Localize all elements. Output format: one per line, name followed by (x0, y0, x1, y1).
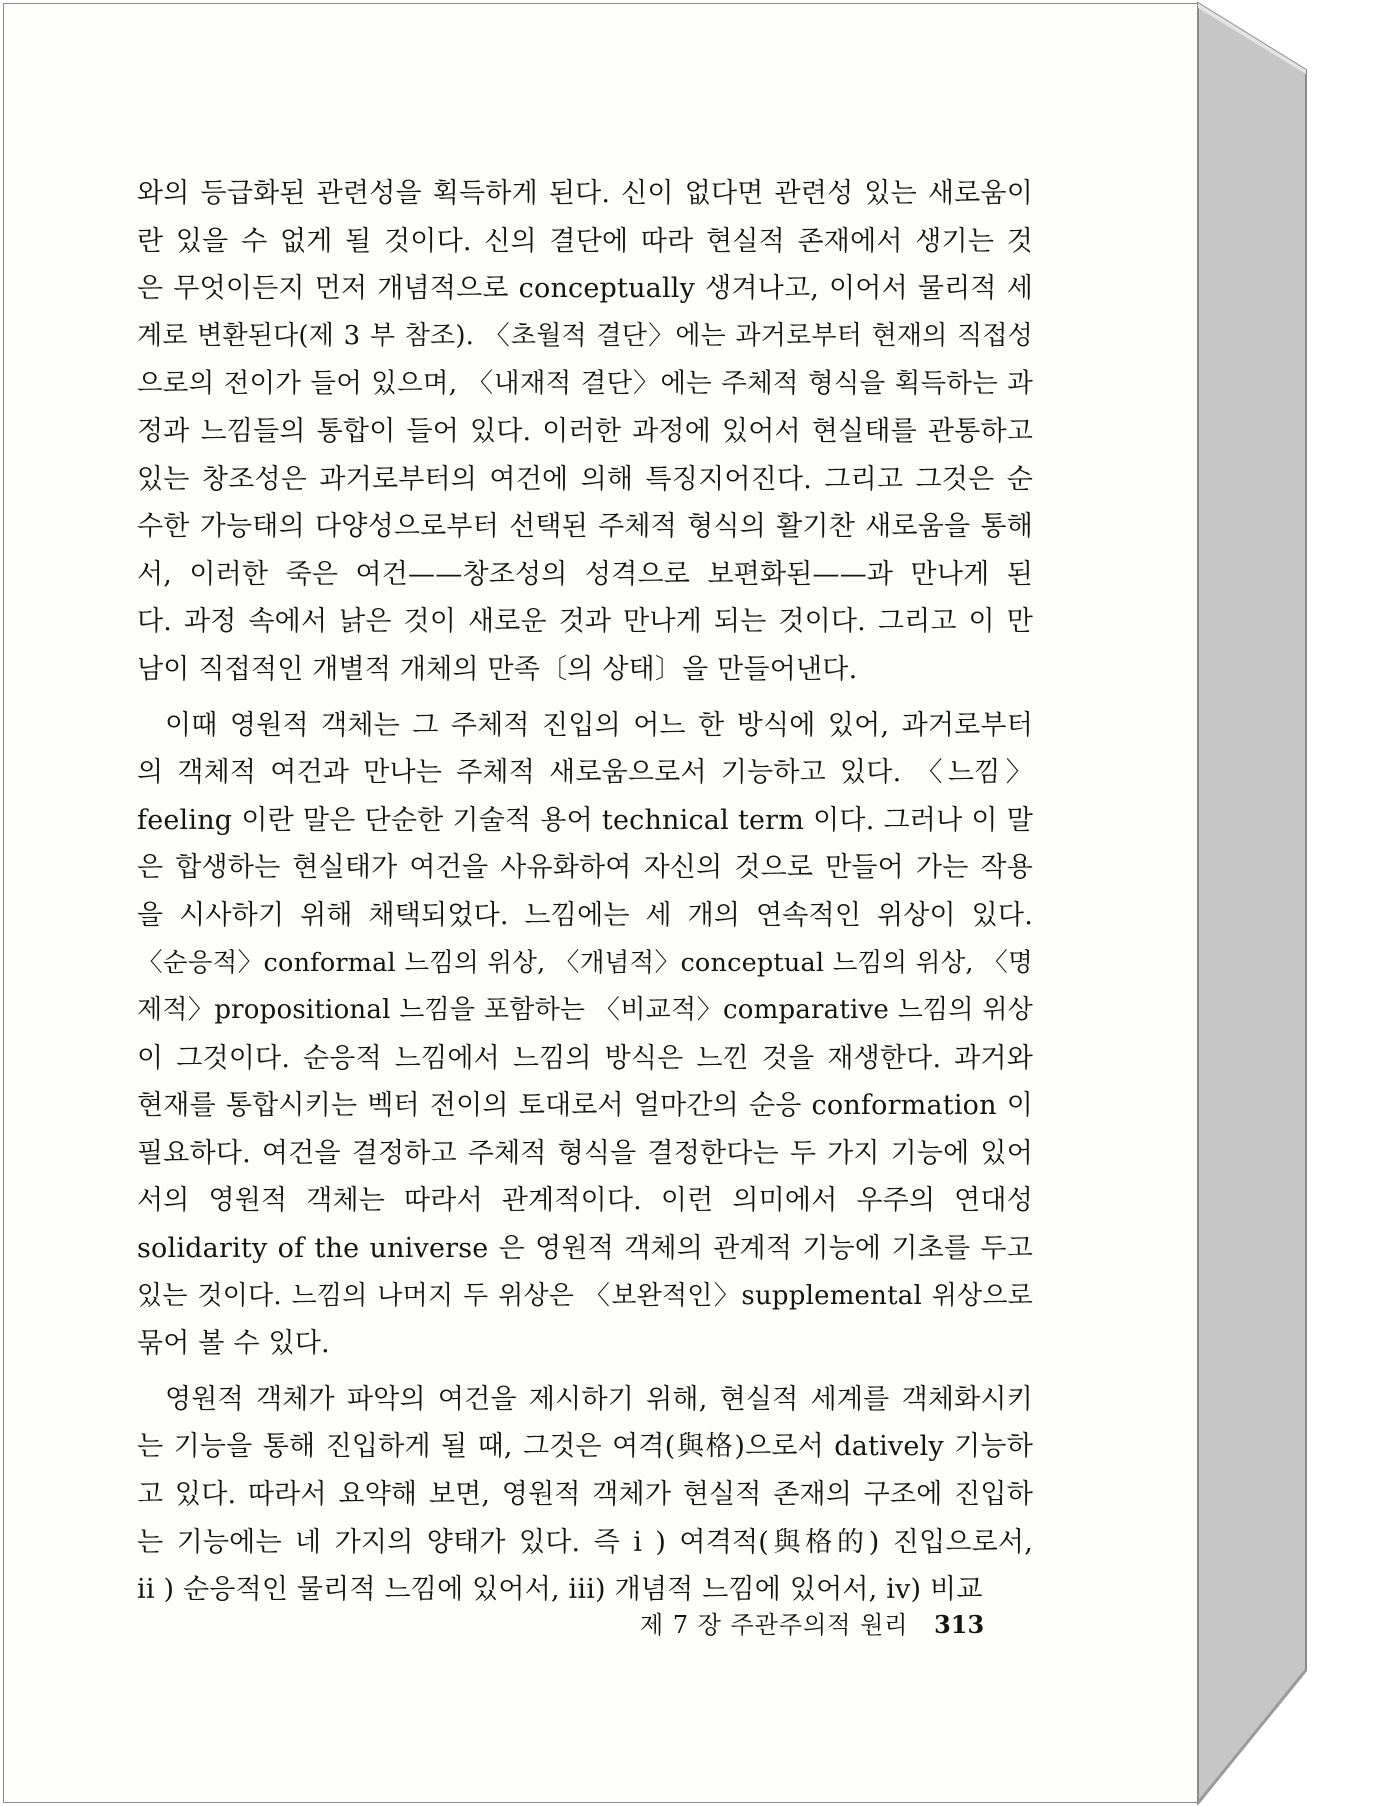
text-line: feeling 이란 말은 단순한 기술적 용어 technical term 이다. 그러나 이 말 (137, 804, 1033, 836)
text-line: 필요하다. 여건을 결정하고 주체적 형식을 결정한다는 두 가지 기능에 있어 (137, 1137, 1033, 1169)
text-line: 〈순응적〉conformal 느낌의 위상, 〈개념적〉conceptual 느낌의 위상, 〈명 (137, 947, 1033, 978)
text-line: 고 있다. 따라서 요약해 보면, 영원적 객체가 현실적 존재의 구조에 진입하 (137, 1479, 1033, 1511)
text-line: 서의 영원적 객체는 따라서 관계적이다. 이런 의미에서 우주의 연대성 (137, 1185, 1033, 1217)
text-line: 있는 것이다. 느낌의 나머지 두 위상은 〈보완적인〉supplemental 위상으로 (137, 1280, 1033, 1311)
text-line: 묶어 볼 수 있다. (137, 1328, 330, 1360)
book-edge-face (1198, 3, 1306, 1803)
paragraph-gap (137, 1368, 1033, 1376)
text-line: 영원적 객체가 파악의 여건을 제시하기 위해, 현실적 세계를 객체화시키 (165, 1383, 1033, 1415)
text-line: 은 합생하는 현실태가 여건을 사유화하여 자신의 것으로 만들어 가는 작용 (137, 852, 1033, 884)
text-line: 는 기능을 통해 진입하게 될 때, 그것은 여격(與格)으로서 datively 기능하 (137, 1431, 1033, 1463)
paragraph (137, 702, 1033, 1368)
page-footer (640, 1605, 984, 1640)
text-line: 이때 영원적 객체는 그 주체적 진입의 어느 한 방식에 있어, 과거로부터 (165, 709, 1033, 741)
text-line: 와의 등급화된 관련성을 획득하게 된다. 신이 없다면 관련성 있는 새로움이 (137, 178, 1033, 209)
text-line: solidarity of the universe 은 영원적 객체의 관계적 기능에 기초를 두고 (137, 1233, 1033, 1265)
text-line: 은 무엇이든지 먼저 개념적으로 conceptually 생겨나고, 이어서 물리적 세 (137, 273, 1033, 305)
text-line: 서, 이러한 죽은 여건——창조성의 성격으로 보편화된——과 만나게 된 (137, 558, 1033, 590)
paragraph (137, 1376, 1033, 1614)
text-line: 현재를 통합시키는 벡터 전이의 토대로서 얼마간의 순응 conformation 이 (137, 1090, 1033, 1122)
text-line: 이 그것이다. 순응적 느낌에서 느낌의 방식은 느낀 것을 재생한다. 과거와 (137, 1042, 1033, 1074)
text-line: 의 객체적 여건과 만나는 주체적 새로움으로서 기능하고 있다. 〈느낌〉 (137, 757, 1033, 789)
text-line: 정과 느낌들의 통합이 들어 있다. 이러한 과정에 있어서 현실태를 관통하고 (137, 415, 1033, 447)
text-line: ii ) 순응적인 물리적 느낌에 있어서, iii) 개념적 느낌에 있어서, iv) 비교 (137, 1574, 983, 1606)
text-line: 다. 과정 속에서 낡은 것이 새로운 것과 만나게 되는 것이다. 그리고 이 만 (137, 606, 1033, 638)
page-number: 313 (934, 1610, 985, 1639)
text-line: 계로 변환된다(제 3 부 참조). 〈초월적 결단〉에는 과거로부터 현재의 직접성 (137, 320, 1033, 351)
text-line: 으로의 전이가 들어 있으며, 〈내재적 결단〉에는 주체적 형식을 획득하는 과 (137, 368, 1033, 400)
body-text (137, 170, 1033, 1614)
text-line: 수한 가능태의 다양성으로부터 선택된 주체적 형식의 활기찬 새로움을 통해 (137, 511, 1033, 543)
text-line: 는 기능에는 네 가지의 양태가 있다. 즉 i ) 여격적(與格的) 진입으로서, (137, 1526, 1033, 1558)
text-line: 제적〉propositional 느낌을 포함하는 〈비교적〉comparative 느낌의 위상 (137, 995, 1033, 1026)
text-line: 을 시사하기 위해 채택되었다. 느낌에는 세 개의 연속적인 위상이 있다. (137, 899, 1033, 931)
running-chapter-title: 제 7 장 주관주의적 원리 (640, 1611, 909, 1639)
text-line: 란 있을 수 없게 될 것이다. 신의 결단에 따라 현실적 존재에서 생기는 것 (137, 225, 1033, 257)
paragraph (137, 170, 1033, 694)
text-line: 있는 창조성은 과거로부터의 여건에 의해 특징지어진다. 그리고 그것은 순 (137, 463, 1033, 495)
text-line: 남이 직접적인 개별적 개체의 만족〔의 상태〕을 만들어낸다. (137, 653, 858, 685)
paragraph-gap (137, 694, 1033, 702)
